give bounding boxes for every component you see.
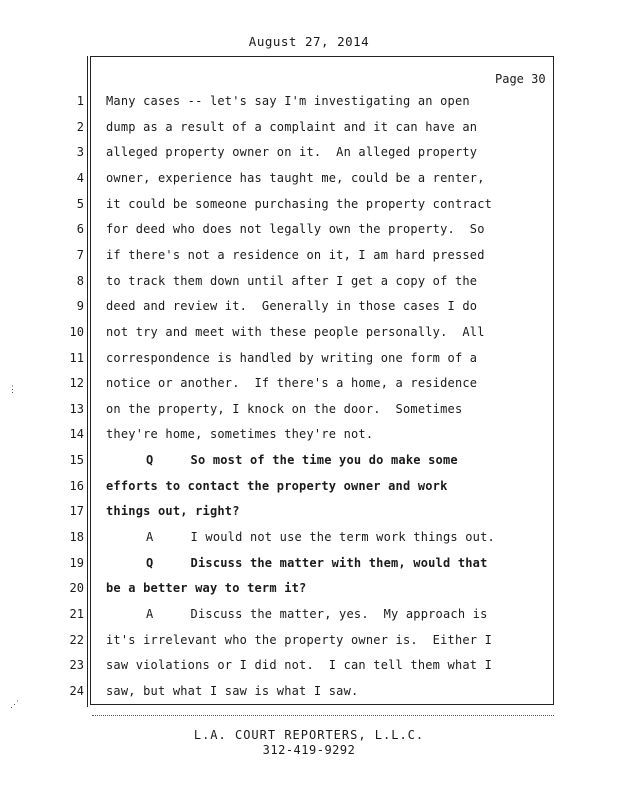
line-number: 14 bbox=[69, 427, 84, 442]
line-text: it's irrelevant who the property owner is. Either I bbox=[106, 632, 493, 647]
transcript-line bbox=[0, 351, 618, 377]
line-text: Q Discuss the matter with them, would that bbox=[146, 555, 488, 570]
line-number: 3 bbox=[76, 145, 84, 160]
line-number: 4 bbox=[76, 170, 84, 185]
transcript-line bbox=[0, 94, 618, 120]
line-text: A Discuss the matter, yes. My approach is bbox=[146, 607, 488, 621]
transcript-line bbox=[0, 145, 618, 171]
line-number: 7 bbox=[76, 247, 84, 262]
scan-margin-mark: ⋮ bbox=[8, 385, 17, 395]
footer-divider bbox=[92, 715, 554, 718]
line-text: it could be someone purchasing the property contract bbox=[106, 196, 493, 211]
transcript-line bbox=[0, 299, 618, 325]
line-text: deed and review it. Generally in those cases I do bbox=[106, 299, 478, 314]
transcript-line bbox=[0, 171, 618, 197]
transcript-line bbox=[0, 581, 618, 607]
line-text: Many cases -- let's say I'm investigating an open bbox=[106, 94, 470, 108]
transcript-line bbox=[0, 197, 618, 223]
line-number: 19 bbox=[69, 555, 84, 570]
transcript-line bbox=[0, 479, 618, 505]
transcript-line bbox=[0, 684, 618, 710]
transcript-line bbox=[0, 222, 618, 248]
line-text: saw, but what I saw is what I saw. bbox=[106, 683, 359, 698]
line-number: 16 bbox=[69, 478, 84, 493]
line-text: notice or another. If there's a home, a residence bbox=[106, 376, 478, 391]
line-number: 1 bbox=[76, 94, 84, 108]
transcript-line bbox=[0, 658, 618, 684]
line-number: 2 bbox=[76, 119, 84, 134]
line-number: 10 bbox=[69, 324, 84, 339]
line-text: alleged property owner on it. An alleged property bbox=[106, 145, 478, 160]
line-number: 17 bbox=[69, 504, 84, 519]
line-text: efforts to contact the property owner and work bbox=[106, 478, 448, 493]
line-text: to track them down until after I get a copy of the bbox=[106, 273, 478, 288]
transcript-line bbox=[0, 248, 618, 274]
line-text: for deed who does not legally own the property. So bbox=[106, 222, 485, 237]
transcript-date: August 27, 2014 bbox=[248, 34, 370, 49]
page-number-label: Page 30 bbox=[495, 72, 546, 86]
transcript-line bbox=[0, 427, 618, 453]
line-text: on the property, I knock on the door. Sometimes bbox=[106, 401, 463, 416]
scan-margin-mark: ⋰ bbox=[10, 700, 19, 710]
line-number: 18 bbox=[69, 530, 84, 545]
transcript-line bbox=[0, 120, 618, 146]
transcript-line bbox=[0, 376, 618, 402]
line-number: 5 bbox=[76, 196, 84, 211]
line-number: 9 bbox=[76, 299, 84, 314]
transcript-line bbox=[0, 556, 618, 582]
line-number: 12 bbox=[69, 376, 84, 391]
line-text: be a better way to term it? bbox=[106, 581, 307, 596]
line-text: correspondence is handled by writing one form of a bbox=[106, 350, 478, 365]
line-number: 11 bbox=[69, 350, 84, 365]
line-text: A I would not use the term work things out. bbox=[146, 530, 495, 545]
transcript-line bbox=[0, 325, 618, 351]
transcript-line bbox=[0, 402, 618, 428]
transcript-line bbox=[0, 607, 618, 633]
line-text: owner, experience has taught me, could be a renter, bbox=[106, 170, 485, 185]
line-number: 22 bbox=[69, 632, 84, 647]
line-number: 24 bbox=[69, 683, 84, 698]
line-text: things out, right? bbox=[106, 504, 240, 519]
line-text: Q So most of the time you do make some bbox=[146, 453, 458, 468]
court-reporter-name: L.A. COURT REPORTERS, L.L.C. bbox=[193, 728, 425, 742]
line-number: 15 bbox=[69, 453, 84, 468]
line-text: saw violations or I did not. I can tell them what I bbox=[106, 658, 493, 673]
line-text: dump as a result of a complaint and it can have an bbox=[106, 119, 478, 134]
transcript-line bbox=[0, 530, 618, 556]
court-reporter-phone: 312-419-9292 bbox=[262, 743, 356, 757]
transcript-line bbox=[0, 504, 618, 530]
line-number: 6 bbox=[76, 222, 84, 237]
line-number: 21 bbox=[69, 607, 84, 621]
line-number: 8 bbox=[76, 273, 84, 288]
line-text: not try and meet with these people personally. All bbox=[106, 324, 485, 339]
line-text: they're home, sometimes they're not. bbox=[106, 427, 374, 442]
line-number: 23 bbox=[69, 658, 84, 673]
transcript-line bbox=[0, 633, 618, 659]
transcript-line bbox=[0, 274, 618, 300]
transcript-line bbox=[0, 453, 618, 479]
line-number: 20 bbox=[69, 581, 84, 596]
line-number: 13 bbox=[69, 401, 84, 416]
line-text: if there's not a residence on it, I am hard pressed bbox=[106, 247, 485, 262]
